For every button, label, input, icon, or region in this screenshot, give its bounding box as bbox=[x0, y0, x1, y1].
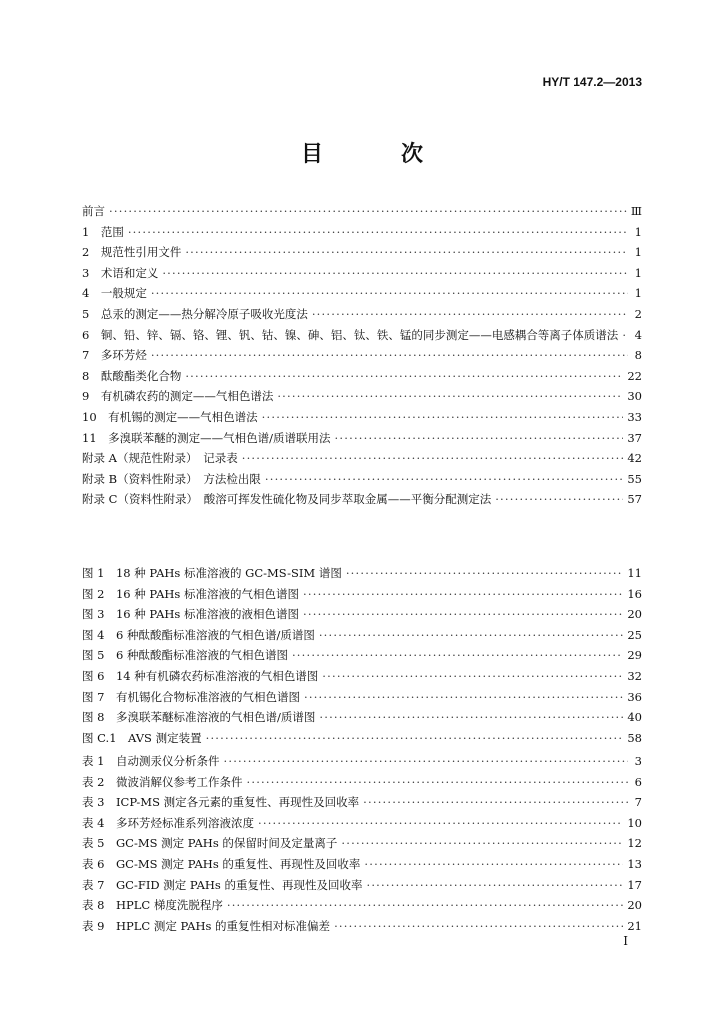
table-entry[interactable] bbox=[82, 916, 642, 937]
dot-leader bbox=[364, 854, 623, 875]
entry-page-number: 42 bbox=[627, 451, 642, 466]
entry-page-number: 20 bbox=[627, 607, 642, 622]
entry-title: 图 7 有机锡化合物标准溶液的气相色谱图 bbox=[82, 689, 300, 704]
entry-title: 4 一般规定 bbox=[82, 286, 147, 301]
entry-title: 6 铜、铅、锌、镉、铬、锂、钒、钴、镍、砷、铝、钛、铁、锰的同步测定——电感耦合等离子体质谱法 bbox=[82, 327, 619, 342]
figure-entry[interactable] bbox=[82, 584, 642, 605]
toc-entry[interactable] bbox=[82, 283, 642, 304]
entry-title: 9 有机磷农药的测定——气相色谱法 bbox=[82, 389, 274, 404]
entry-title: 前言 bbox=[82, 204, 105, 218]
entry-title: 图 C.1 AVS 测定装置 bbox=[82, 730, 202, 745]
entry-title: 7 多环芳烃 bbox=[82, 348, 147, 363]
table-entry[interactable] bbox=[82, 792, 642, 813]
figure-entry[interactable] bbox=[82, 687, 642, 708]
dot-leader bbox=[292, 645, 623, 666]
toc-entry[interactable] bbox=[82, 263, 642, 284]
dot-leader bbox=[319, 625, 624, 646]
entry-page-number: 37 bbox=[627, 430, 642, 445]
dot-leader bbox=[185, 366, 623, 387]
toc-entry[interactable] bbox=[82, 325, 642, 346]
entry-page-number: 13 bbox=[627, 856, 642, 871]
dot-leader bbox=[304, 687, 623, 708]
entry-page-number: 16 bbox=[627, 586, 642, 601]
entry-page-number: 40 bbox=[627, 710, 642, 725]
toc-entry[interactable] bbox=[82, 242, 642, 263]
entry-page-number: 36 bbox=[627, 689, 642, 704]
entry-page-number: 17 bbox=[627, 877, 642, 892]
dot-leader bbox=[363, 792, 628, 813]
entry-page-number: Ⅲ bbox=[630, 204, 642, 218]
toc-entry[interactable] bbox=[82, 489, 642, 510]
entry-title: 图 6 14 种有机磷农药标准溶液的气相色谱图 bbox=[82, 668, 319, 683]
entry-page-number: 4 bbox=[634, 327, 642, 342]
toc-entry[interactable] bbox=[82, 428, 642, 449]
toc-entry[interactable] bbox=[82, 222, 642, 243]
entry-page-number: 30 bbox=[627, 389, 642, 404]
entry-page-number: 8 bbox=[634, 348, 642, 363]
entry-title: 10 有机锡的测定——气相色谱法 bbox=[82, 409, 258, 424]
entry-page-number: 2 bbox=[634, 306, 642, 321]
entry-page-number: 1 bbox=[634, 286, 642, 301]
entry-title: 8 酞酸酯类化合物 bbox=[82, 368, 182, 383]
entry-page-number: 10 bbox=[627, 815, 642, 830]
entry-title: 表 6 GC-MS 测定 PAHs 的重复性、再现性及回收率 bbox=[82, 856, 361, 871]
entry-page-number: 6 bbox=[634, 774, 642, 789]
dot-leader bbox=[303, 584, 623, 605]
toc-entry[interactable] bbox=[82, 345, 642, 366]
table-entry[interactable] bbox=[82, 751, 642, 772]
toc-entry[interactable] bbox=[82, 366, 642, 387]
dot-leader bbox=[277, 386, 623, 407]
toc-tables-list bbox=[82, 751, 642, 936]
entry-title: 图 8 多溴联苯醚标准溶液的气相色谱/质谱图 bbox=[82, 710, 316, 725]
dot-leader bbox=[227, 895, 624, 916]
dot-leader bbox=[346, 563, 624, 584]
figure-entry[interactable] bbox=[82, 666, 642, 687]
table-entry[interactable] bbox=[82, 772, 642, 793]
entry-page-number: 32 bbox=[627, 668, 642, 683]
toc-entry[interactable] bbox=[82, 386, 642, 407]
toc-entry[interactable] bbox=[82, 448, 642, 469]
entry-title: 表 2 微波消解仪参考工作条件 bbox=[82, 774, 243, 789]
entry-page-number: 22 bbox=[627, 368, 642, 383]
page-number: Ⅰ bbox=[623, 934, 628, 948]
entry-page-number: 29 bbox=[627, 648, 642, 663]
entry-page-number: 1 bbox=[634, 245, 642, 260]
dot-leader bbox=[242, 448, 624, 469]
figure-entry[interactable] bbox=[82, 604, 642, 625]
dot-leader bbox=[319, 707, 623, 728]
page-title: 目 次 bbox=[300, 142, 451, 167]
entry-page-number: 25 bbox=[627, 627, 642, 642]
toc-contents-list bbox=[82, 201, 642, 510]
dot-leader bbox=[151, 283, 628, 304]
dot-leader bbox=[206, 728, 624, 749]
entry-page-number: 57 bbox=[627, 492, 642, 507]
toc-entry[interactable] bbox=[82, 304, 642, 325]
entry-title: 图 5 6 种酞酸酯标准溶液的气相色谱图 bbox=[82, 648, 288, 663]
dot-leader bbox=[312, 304, 628, 325]
entry-page-number: 1 bbox=[634, 265, 642, 280]
figure-entry[interactable] bbox=[82, 563, 642, 584]
dot-leader bbox=[265, 469, 624, 490]
entry-title: 11 多溴联苯醚的测定——气相色谱/质谱联用法 bbox=[82, 430, 331, 445]
dot-leader bbox=[335, 428, 624, 449]
table-entry[interactable] bbox=[82, 854, 642, 875]
entry-title: 2 规范性引用文件 bbox=[82, 245, 182, 260]
table-entry[interactable] bbox=[82, 875, 642, 896]
figure-entry[interactable] bbox=[82, 645, 642, 666]
entry-title: 图 3 16 种 PAHs 标准溶液的液相色谱图 bbox=[82, 607, 299, 622]
dot-leader bbox=[303, 604, 623, 625]
dot-leader bbox=[262, 407, 624, 428]
entry-title: 表 1 自动测汞仪分析条件 bbox=[82, 754, 220, 768]
entry-page-number: 55 bbox=[627, 471, 642, 486]
dot-leader bbox=[341, 833, 623, 854]
dot-leader bbox=[185, 242, 628, 263]
entry-title: 表 4 多环芳烃标准系列溶液浓度 bbox=[82, 815, 254, 830]
entry-title: 表 7 GC-FID 测定 PAHs 的重复性、再现性及回收率 bbox=[82, 877, 363, 892]
table-entry[interactable] bbox=[82, 833, 642, 854]
toc-entry[interactable] bbox=[82, 469, 642, 490]
entry-title: 图 1 18 种 PAHs 标准溶液的 GC-MS-SIM 谱图 bbox=[82, 566, 342, 580]
dot-leader bbox=[495, 489, 623, 510]
entry-page-number: 58 bbox=[627, 730, 642, 745]
dot-leader bbox=[151, 345, 628, 366]
dot-leader bbox=[223, 751, 628, 772]
toc-entry[interactable] bbox=[82, 201, 642, 222]
dot-leader bbox=[334, 916, 623, 937]
entry-page-number: 21 bbox=[627, 918, 642, 933]
toc-figures-list bbox=[82, 563, 642, 748]
entry-page-number: 20 bbox=[627, 898, 642, 913]
figure-entry[interactable] bbox=[82, 728, 642, 749]
entry-title: 附录 C（资料性附录） 酸溶可挥发性硫化物及同步萃取金属——平衡分配测定法 bbox=[82, 492, 492, 507]
figure-entry[interactable] bbox=[82, 707, 642, 728]
dot-leader bbox=[109, 201, 627, 222]
entry-title: 5 总汞的测定——热分解冷原子吸收光度法 bbox=[82, 306, 308, 321]
entry-title: 3 术语和定义 bbox=[82, 265, 159, 280]
standard-code: HY/T 147.2—2013 bbox=[542, 75, 642, 89]
entry-title: 表 9 HPLC 测定 PAHs 的重复性相对标准偏差 bbox=[82, 918, 331, 933]
dot-leader bbox=[322, 666, 623, 687]
entry-title: 表 8 HPLC 梯度洗脱程序 bbox=[82, 898, 223, 913]
entry-title: 附录 B（资料性附录） 方法检出限 bbox=[82, 471, 261, 486]
entry-page-number: 11 bbox=[627, 566, 642, 580]
dot-leader bbox=[622, 325, 628, 346]
dot-leader bbox=[162, 263, 628, 284]
entry-title: 1 范围 bbox=[82, 224, 124, 239]
entry-title: 图 2 16 种 PAHs 标准溶液的气相色谱图 bbox=[82, 586, 299, 601]
table-entry[interactable] bbox=[82, 813, 642, 834]
entry-page-number: 1 bbox=[634, 224, 642, 239]
dot-leader bbox=[246, 772, 628, 793]
dot-leader bbox=[128, 222, 628, 243]
entry-page-number: 33 bbox=[627, 409, 642, 424]
entry-title: 表 5 GC-MS 测定 PAHs 的保留时间及定量离子 bbox=[82, 836, 338, 851]
entry-title: 图 4 6 种酞酸酯标准溶液的气相色谱/质谱图 bbox=[82, 627, 315, 642]
entry-page-number: 12 bbox=[627, 836, 642, 851]
toc-entry[interactable] bbox=[82, 407, 642, 428]
dot-leader bbox=[366, 875, 623, 896]
entry-page-number: 7 bbox=[634, 795, 642, 810]
figure-entry[interactable] bbox=[82, 625, 642, 646]
entry-page-number: 3 bbox=[634, 754, 642, 768]
entry-title: 附录 A（规范性附录） 记录表 bbox=[82, 451, 238, 466]
dot-leader bbox=[258, 813, 623, 834]
table-entry[interactable] bbox=[82, 895, 642, 916]
entry-title: 表 3 ICP-MS 测定各元素的重复性、再现性及回收率 bbox=[82, 795, 360, 810]
